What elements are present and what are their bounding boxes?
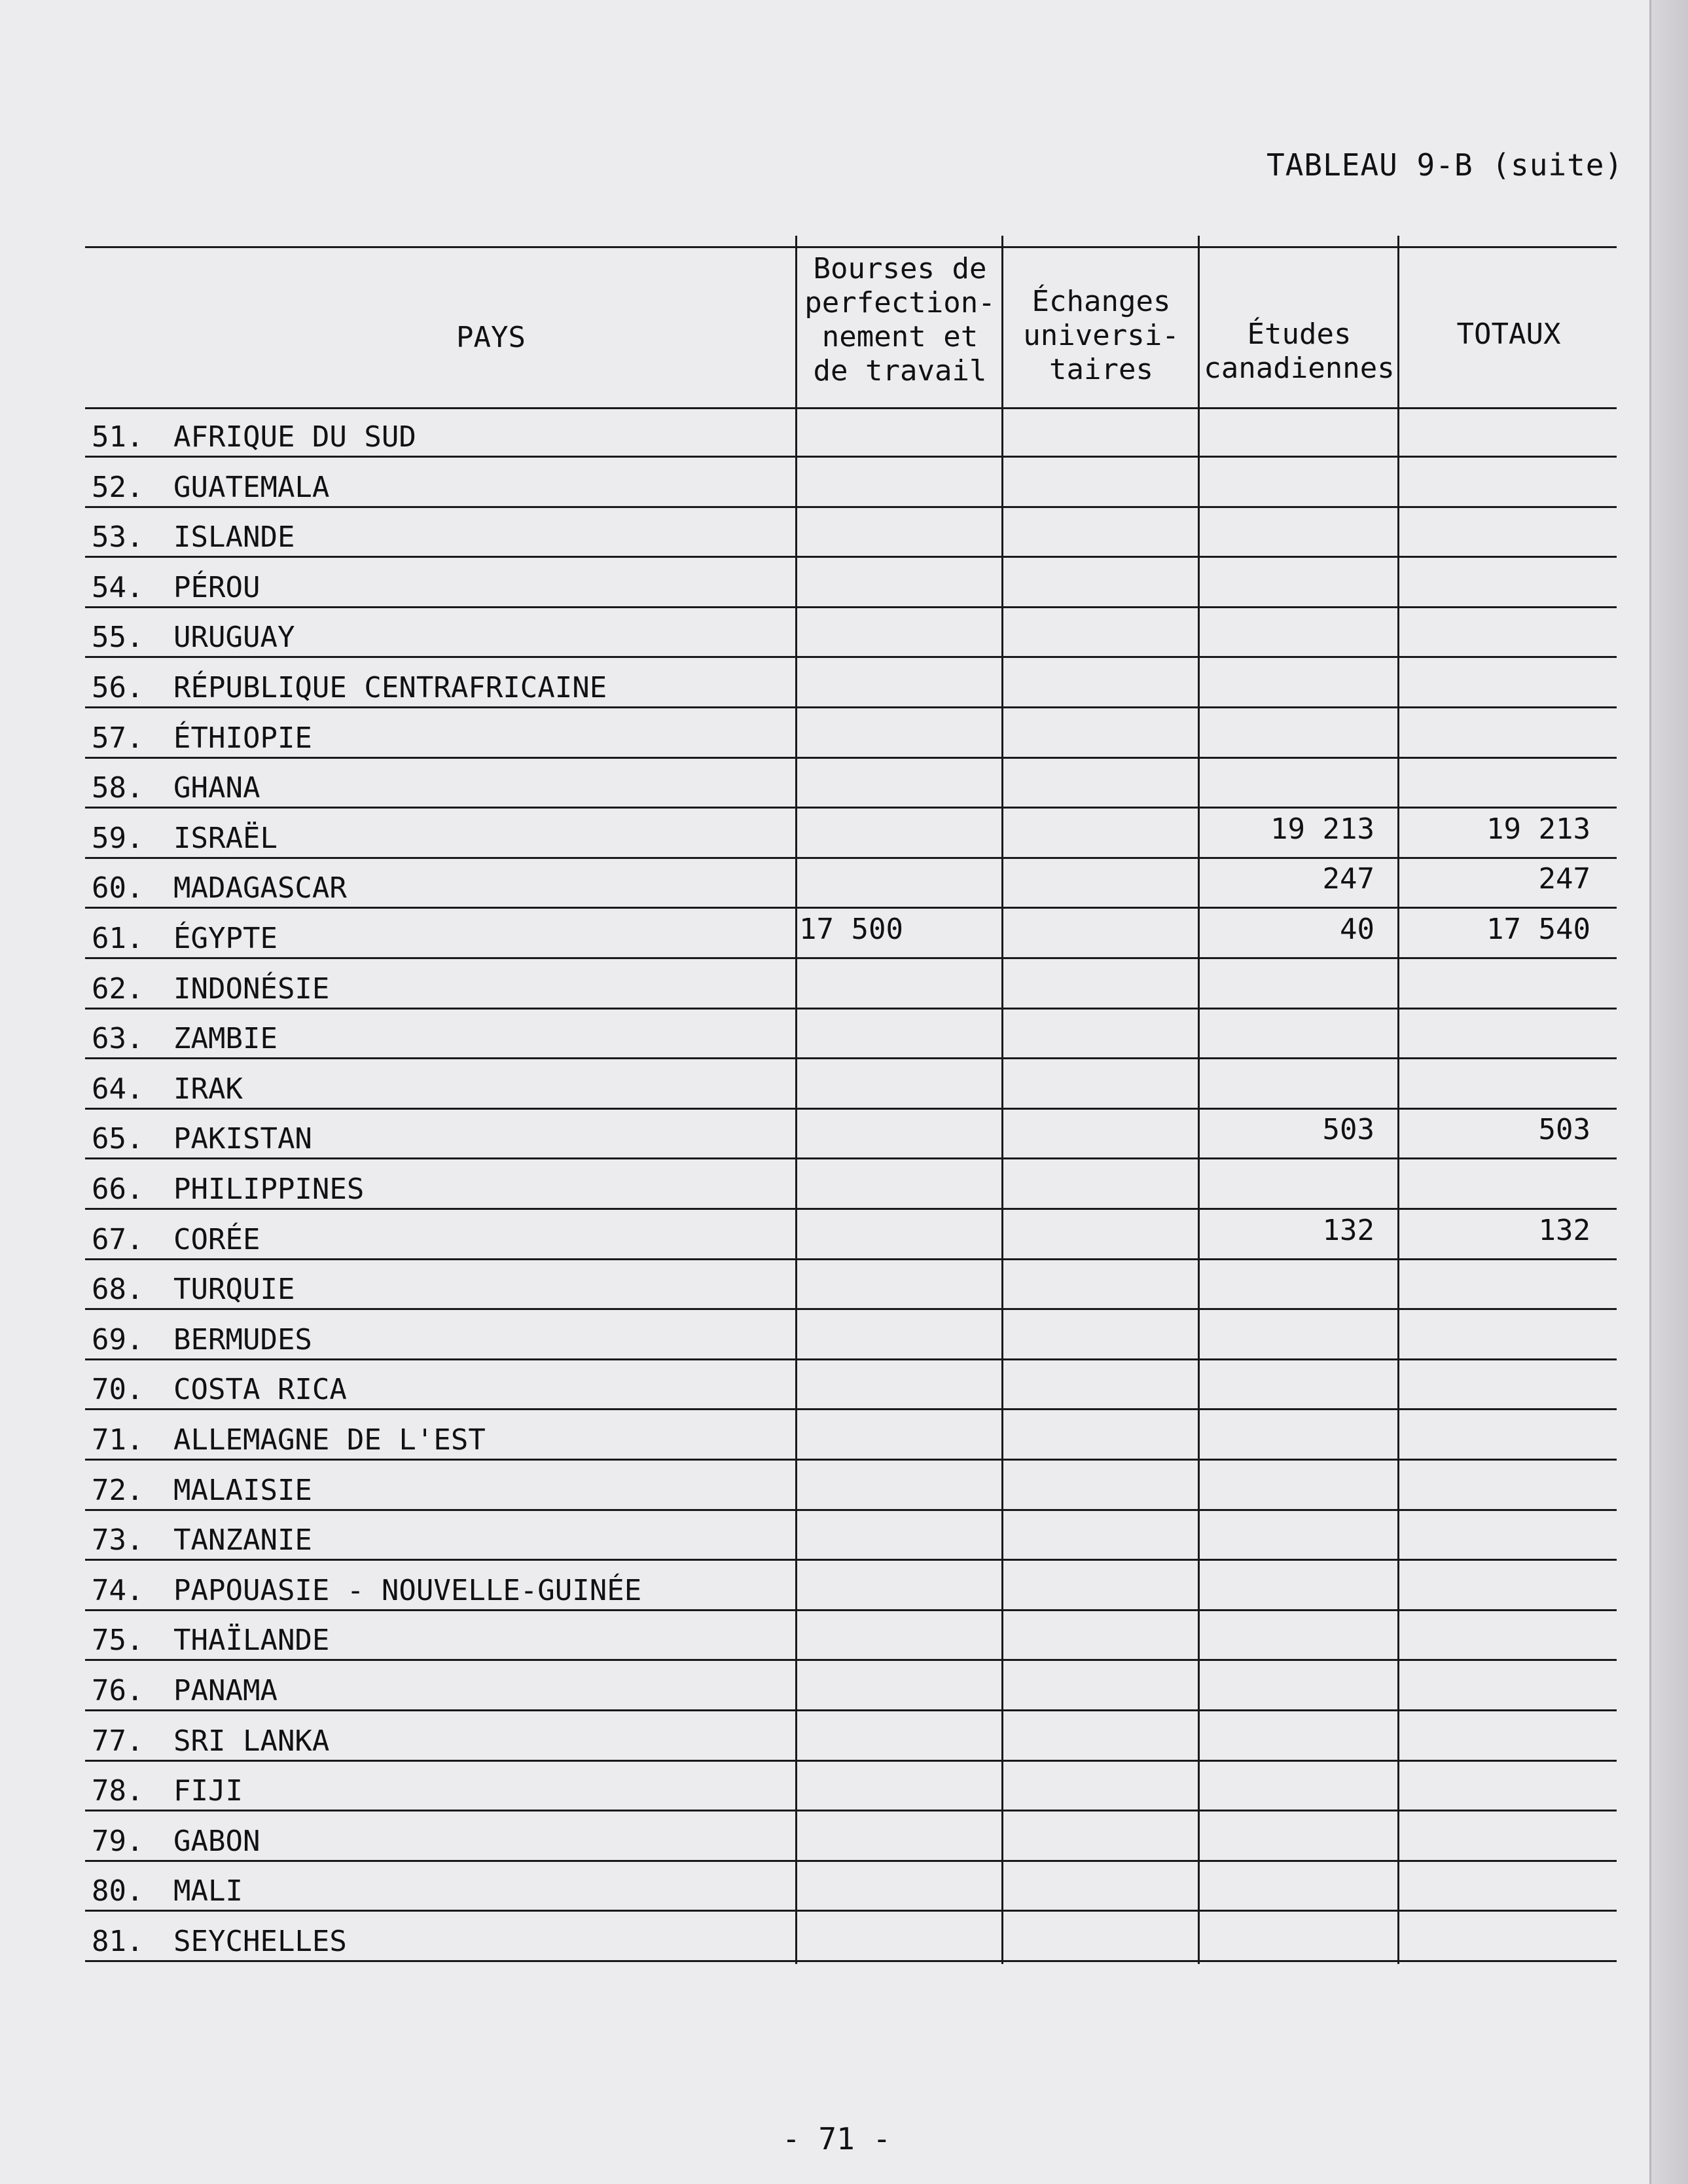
row-number: 65. — [92, 1122, 144, 1156]
cell-totaux: 132 — [1538, 1213, 1590, 1247]
row-country: AFRIQUE DU SUD — [173, 420, 416, 454]
row-country: URUGUAY — [173, 621, 295, 655]
row-country: FIJI — [173, 1774, 243, 1808]
header-pays: PAYS — [456, 321, 526, 354]
row-country: GHANA — [173, 771, 260, 805]
row-number: 73. — [92, 1523, 144, 1557]
row-country: PÉROU — [173, 570, 260, 604]
table-row — [85, 1009, 1617, 1059]
cell-etudes: 132 — [1322, 1213, 1374, 1247]
cell-etudes: 40 — [1340, 913, 1374, 946]
header-etudes-line-2: canadiennes — [1204, 352, 1395, 385]
cell-etudes: 247 — [1322, 862, 1374, 896]
row-number: 80. — [92, 1874, 144, 1908]
table-row — [85, 1159, 1617, 1210]
table-row — [85, 959, 1617, 1010]
row-country: IRAK — [173, 1072, 243, 1106]
row-country: RÉPUBLIQUE CENTRAFRICAINE — [173, 671, 607, 704]
table-row — [85, 1109, 1617, 1159]
table-row — [85, 1260, 1617, 1310]
row-country: MALAISIE — [173, 1473, 312, 1507]
row-number: 61. — [92, 922, 144, 955]
row-number: 56. — [92, 671, 144, 704]
table-row — [85, 758, 1617, 809]
table-row — [85, 1410, 1617, 1461]
row-number: 66. — [92, 1173, 144, 1206]
row-number: 78. — [92, 1774, 144, 1808]
row-country: BERMUDES — [173, 1322, 312, 1356]
table-row — [85, 858, 1617, 909]
header-echanges — [1005, 285, 1198, 387]
row-country: INDONÉSIE — [173, 972, 330, 1006]
table-row — [85, 1611, 1617, 1661]
row-number: 79. — [92, 1824, 144, 1858]
row-country: ÉTHIOPIE — [173, 721, 312, 755]
header-echanges-line-2: universi- — [1023, 319, 1179, 352]
row-number: 53. — [92, 520, 144, 555]
cell-etudes: 503 — [1322, 1113, 1374, 1147]
cell-totaux: 247 — [1538, 862, 1590, 896]
row-rule — [85, 1960, 1617, 1962]
row-country: CORÉE — [173, 1222, 260, 1256]
row-country: THAÏLANDE — [173, 1624, 330, 1658]
table-row — [85, 507, 1617, 558]
row-country: GABON — [173, 1824, 260, 1858]
table-row — [85, 1561, 1617, 1611]
header-echanges-line-1: Échanges — [1032, 285, 1171, 318]
row-number: 68. — [92, 1273, 144, 1307]
header-top-rule — [85, 246, 1617, 248]
table-row — [85, 1861, 1617, 1912]
row-country: PHILIPPINES — [173, 1173, 365, 1206]
table-row — [85, 708, 1617, 759]
cell-etudes: 19 213 — [1270, 812, 1374, 846]
row-number: 55. — [92, 621, 144, 655]
row-number: 69. — [92, 1322, 144, 1356]
header-etudes-line-1: Études — [1247, 318, 1352, 351]
table-row — [85, 1811, 1617, 1862]
cell-totaux: 19 213 — [1486, 812, 1590, 846]
row-number: 74. — [92, 1573, 144, 1607]
cell-totaux: 17 540 — [1486, 913, 1590, 946]
header-bourses-line-3: nement et — [821, 320, 979, 354]
table-row — [85, 458, 1617, 508]
table-title: TABLEAU 9-B (suite) — [1266, 147, 1624, 183]
table-row — [85, 658, 1617, 708]
row-country: MALI — [173, 1874, 243, 1908]
row-number: 52. — [92, 470, 144, 504]
table-row — [85, 909, 1617, 959]
row-country: PAKISTAN — [173, 1122, 312, 1156]
header-bourses-line-2: perfection- — [804, 286, 996, 319]
table-row — [85, 1461, 1617, 1511]
header-totaux: TOTAUX — [1456, 318, 1561, 351]
row-number: 76. — [92, 1674, 144, 1707]
row-number: 63. — [92, 1022, 144, 1056]
row-number: 81. — [92, 1925, 144, 1958]
table-row — [85, 1360, 1617, 1410]
row-number: 62. — [92, 972, 144, 1006]
table-row — [85, 1912, 1617, 1962]
row-country: TANZANIE — [173, 1523, 312, 1557]
table-row — [85, 1310, 1617, 1360]
header-bourses — [799, 252, 1001, 388]
table-row — [85, 1510, 1617, 1561]
row-country: MADAGASCAR — [173, 871, 347, 905]
header-bourses-line-1: Bourses de — [813, 252, 987, 285]
row-country: ÉGYPTE — [173, 922, 278, 955]
header-bourses-line-4: de travail — [813, 354, 987, 388]
header-etudes — [1201, 318, 1397, 386]
cell-totaux: 503 — [1538, 1113, 1590, 1147]
data-table — [85, 236, 1617, 1964]
row-country: COSTA RICA — [173, 1373, 347, 1407]
row-number: 71. — [92, 1423, 144, 1457]
row-country: ALLEMAGNE DE L'EST — [173, 1423, 486, 1457]
header-echanges-line-3: taires — [1049, 353, 1153, 386]
table-row — [85, 1059, 1617, 1110]
row-country: ISRAËL — [173, 821, 278, 855]
row-country: TURQUIE — [173, 1273, 295, 1307]
table-row — [85, 608, 1617, 658]
row-number: 54. — [92, 570, 144, 604]
row-country: PANAMA — [173, 1674, 278, 1707]
row-number: 64. — [92, 1072, 144, 1106]
cell-bourses: 17 500 — [799, 913, 903, 946]
table-row — [85, 1661, 1617, 1711]
row-number: 59. — [92, 821, 144, 855]
table-row — [85, 1210, 1617, 1260]
row-country: ZAMBIE — [173, 1022, 278, 1056]
table-row — [85, 558, 1617, 608]
table-row — [85, 407, 1617, 458]
table-row — [85, 809, 1617, 859]
row-number: 57. — [92, 721, 144, 755]
table-row — [85, 1761, 1617, 1811]
row-country: ISLANDE — [173, 520, 295, 555]
row-number: 60. — [92, 871, 144, 905]
row-number: 58. — [92, 771, 144, 805]
row-number: 77. — [92, 1724, 144, 1758]
page-number: - 71 - — [782, 2121, 891, 2157]
row-country: SEYCHELLES — [173, 1925, 347, 1958]
row-number: 75. — [92, 1624, 144, 1658]
row-country: PAPOUASIE - NOUVELLE-GUINÉE — [173, 1573, 642, 1607]
page-edge — [1649, 0, 1688, 2184]
row-number: 51. — [92, 420, 144, 454]
row-number: 72. — [92, 1473, 144, 1507]
table-row — [85, 1711, 1617, 1762]
row-number: 70. — [92, 1373, 144, 1407]
row-country: SRI LANKA — [173, 1724, 330, 1758]
row-number: 67. — [92, 1222, 144, 1256]
row-country: GUATEMALA — [173, 470, 330, 504]
